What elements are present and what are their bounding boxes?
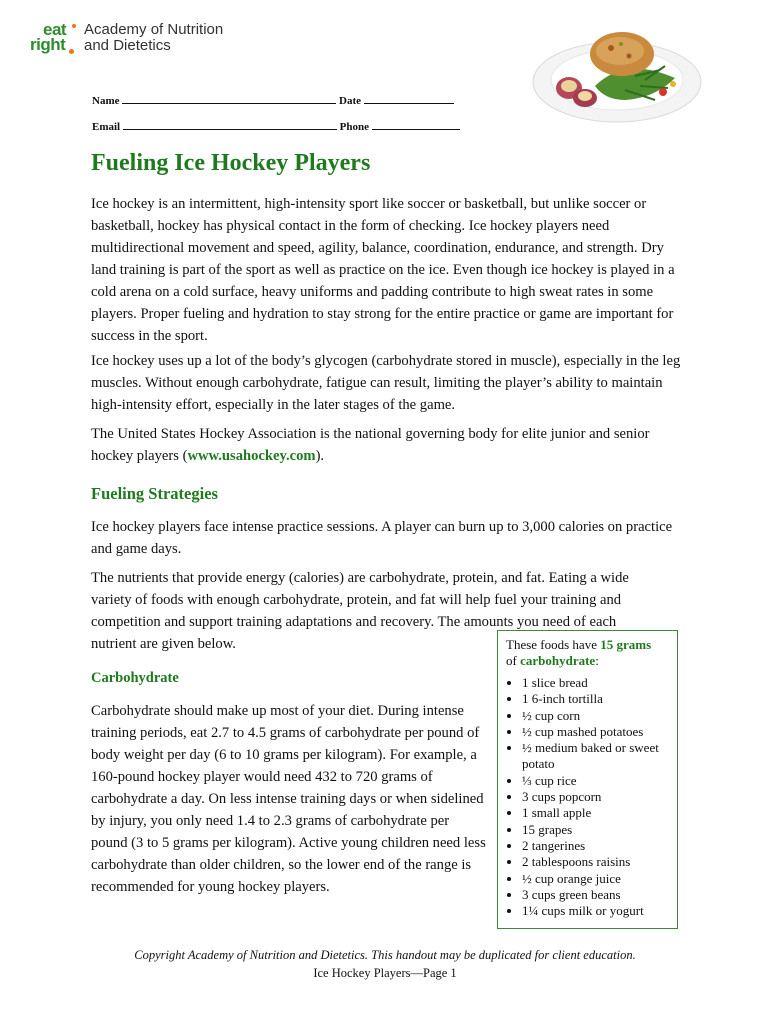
fueling-paragraph-2-line: The nutrients that provide energy (calories) are carbohydrate, protein, and fat. Eating a wide: [91, 570, 629, 586]
foods-box-heading: [506, 637, 669, 669]
copyright-footer: Copyright Academy of Nutrition and Dietetics. This handout may be duplicated for client education.: [134, 948, 636, 962]
association-paragraph: [91, 423, 683, 467]
foods-list: [506, 675, 669, 919]
logo-dot: [69, 49, 74, 54]
foods-box-colon: :: [595, 653, 599, 668]
page-number-footer: Ice Hockey Players—Page 1: [313, 966, 457, 980]
intro-paragraph-2: Ice hockey uses up a lot of the body’s glycogen (carbohydrate stored in muscle), especially in the leg muscles. Without enough carbohydrate, fatigue can result, limiting the player’s ability to maintain high-intensity effort, especially in the later stages of the game.: [91, 353, 681, 413]
logo-right-text: right: [30, 35, 66, 54]
list-item: • 1 6-inch tortilla: [522, 691, 669, 707]
list-item: • ½ cup mashed potatoes: [522, 724, 669, 740]
list-item: • 1 small apple: [522, 805, 669, 821]
foods-box-heading-text: These foods have: [506, 637, 601, 652]
usahockey-link[interactable]: www.usahockey.com: [187, 448, 316, 464]
date-label: Date: [339, 95, 361, 107]
logo-org-line1: Academy of Nutrition: [84, 21, 224, 38]
logo-eat-text: eat: [43, 20, 67, 39]
name-label: Name: [92, 95, 120, 107]
association-text-end: ).: [315, 448, 325, 464]
carbohydrate-heading: Carbohydrate: [91, 670, 179, 686]
association-text: The United States Hockey Association is the national governing body for elite junior and senior hockey players (: [91, 426, 650, 464]
page-title: Fueling Ice Hockey Players: [91, 150, 371, 176]
email-field[interactable]: [123, 120, 337, 130]
logo-dot-small: [72, 24, 76, 28]
list-item: • 15 grapes: [522, 822, 669, 838]
name-date-line: [92, 94, 454, 107]
eatright-logo-mark: [30, 22, 78, 58]
phone-label: Phone: [339, 121, 369, 133]
carbohydrate-paragraph: Carbohydrate should make up most of your diet. During intense training periods, eat 2.7 to 4.5 grams of carbohydrate per pound of body weight per day (6 to 10 grams per kilogram). For example, a 160-pound hockey player would need 432 to 720 grams of carbohydrate a day. On less intense training days or when sidelined by injury, you only need 1.4 to 2.3 grams of carbohydrate per pound (3 to 5 grams per kilogram). Active young children need less carbohydrate than older children, so the lower end of the range is recommended for young hockey players.: [91, 703, 486, 895]
fueling-paragraph-2-line: competition and support training adaptations and recovery. The amounts you need of each: [91, 614, 617, 630]
carbohydrate-foods-box: [497, 630, 678, 929]
logo-org-name: [84, 22, 223, 54]
list-item: • 3 cups popcorn: [522, 789, 669, 805]
list-item: • ½ cup corn: [522, 708, 669, 724]
foods-box-amount: 15 grams: [600, 637, 652, 652]
fueling-paragraph-2-line: variety of foods with enough carbohydrate, protein, and fat will help fuel your training and: [91, 592, 622, 608]
email-phone-line: [92, 120, 460, 133]
email-label: Email: [92, 121, 121, 133]
fueling-strategies-heading: Fueling Strategies: [91, 484, 218, 503]
logo-org-line2: and Dietetics: [84, 37, 171, 54]
list-item: • ½ medium baked or sweet potato: [522, 740, 669, 773]
foods-box-nutrient: carbohydrate: [520, 653, 596, 668]
list-item: • 1 slice bread: [522, 675, 669, 691]
food-plate-image: [525, 16, 703, 126]
foods-box-of: of: [506, 653, 521, 668]
phone-field[interactable]: [372, 120, 460, 130]
list-item: • 1¼ cups milk or yogurt: [522, 903, 669, 919]
list-item: • 3 cups green beans: [522, 887, 669, 903]
fueling-paragraph-2-line: nutrient are given below.: [91, 636, 236, 652]
list-item: • 2 tablespoons raisins: [522, 854, 669, 870]
intro-paragraph-1: Ice hockey is an intermittent, high-intensity sport like soccer or basketball, but unlike soccer or basketball, hockey has physical contact in the form of checking. Ice hockey players need multidirectional movement and speed, agility, balance, coordination, endurance, and strength. Dry land training is part of the sport as well as practice on the ice. Even though ice hockey is played in a cold arena on a cold surface, heavy uniforms and padding contribute to high sweat rates in some players. Proper fueling and hydration to stay strong for the entire practice or game are important for success in the sport.: [91, 196, 675, 344]
date-field[interactable]: [364, 94, 454, 104]
list-item: • ½ cup orange juice: [522, 871, 669, 887]
list-item: • 2 tangerines: [522, 838, 669, 854]
organization-logo: [30, 22, 223, 58]
name-field[interactable]: [122, 94, 336, 104]
list-item: • ⅓ cup rice: [522, 773, 669, 789]
fueling-paragraph-1: Ice hockey players face intense practice sessions. A player can burn up to 3,000 calories on practice and game days.: [91, 519, 673, 557]
